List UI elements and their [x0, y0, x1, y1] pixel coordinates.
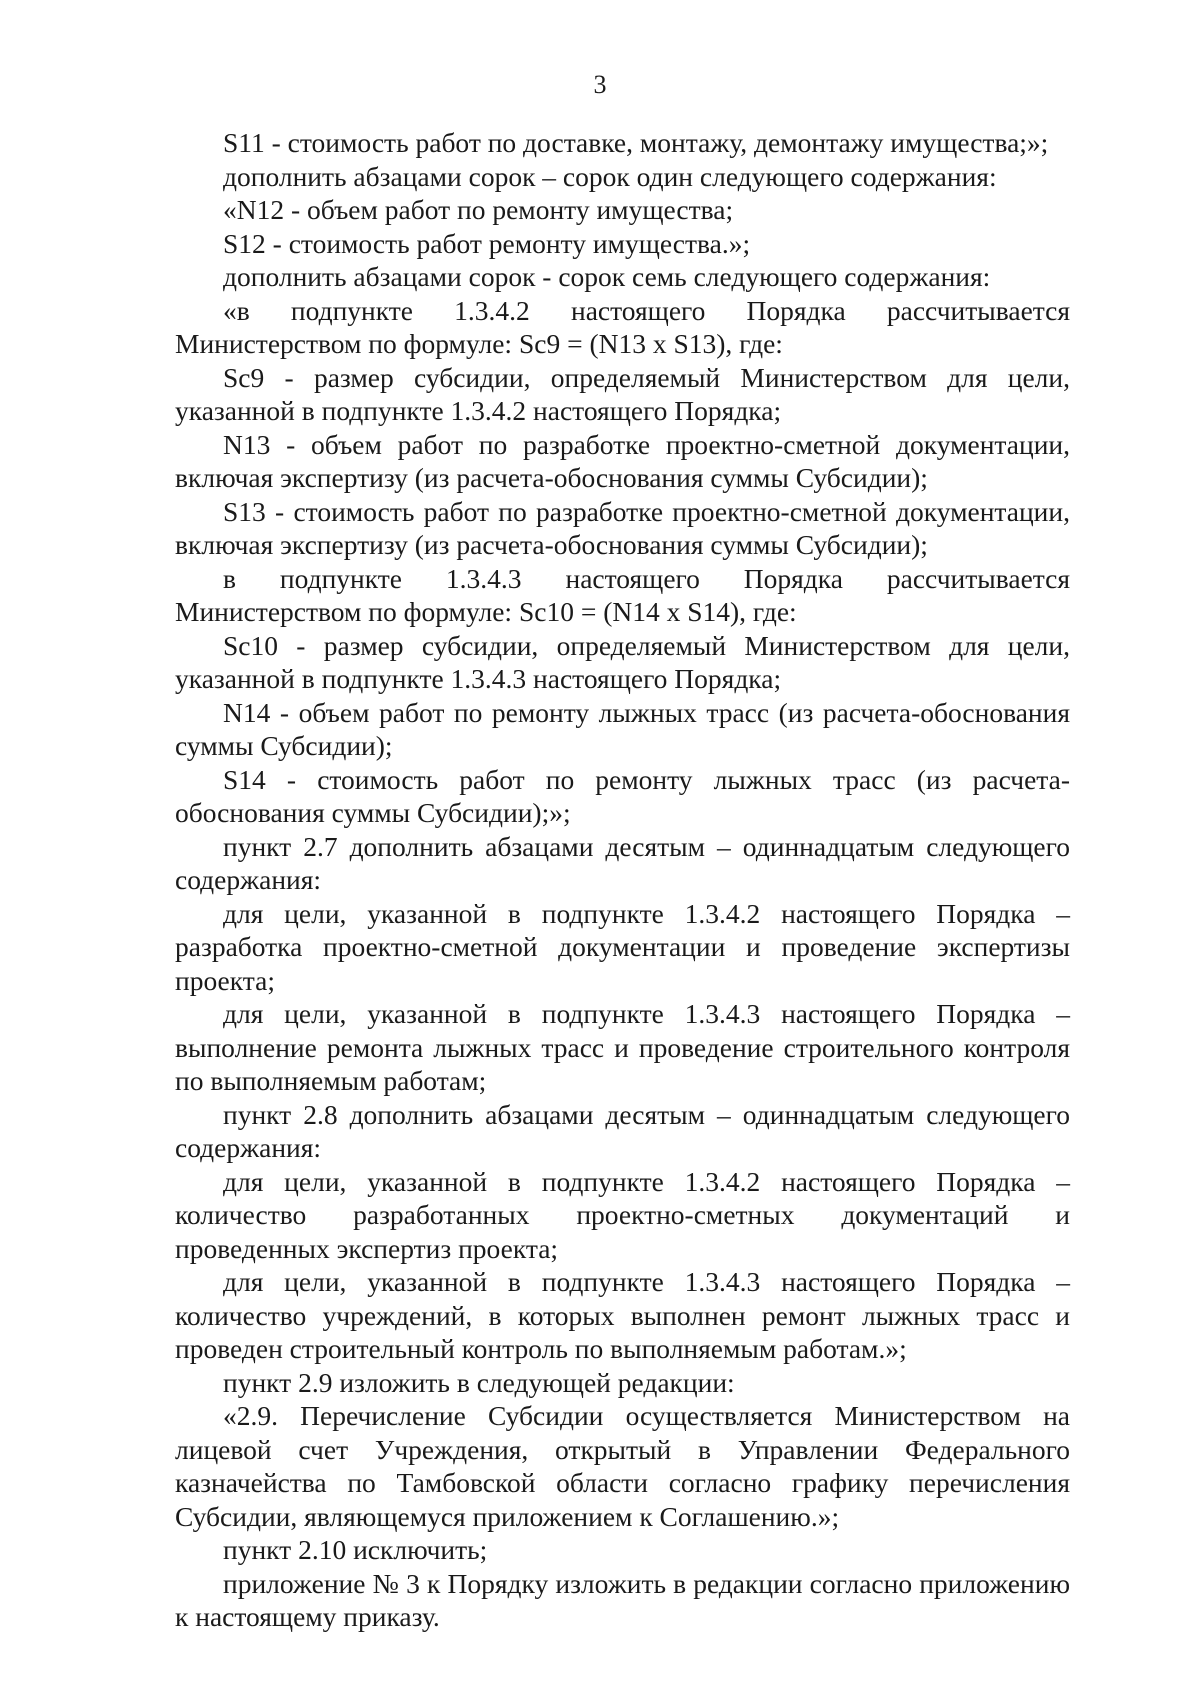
page-number: 3	[593, 70, 607, 99]
paragraph: N14 - объем работ по ремонту лыжных трасс (из расчета-обоснования суммы Субсидии);	[175, 696, 1070, 761]
paragraph: дополнить абзацами сорок - сорок семь следующего содержания:	[223, 261, 991, 292]
paragraph: N13 - объем работ по разработке проектно-сметной документации, включая экспертизу (из расчета-обоснования суммы Субсидии);	[175, 428, 1070, 493]
paragraph: S11 - стоимость работ по доставке, монтажу, демонтажу имущества;»;	[223, 127, 1049, 158]
paragraph: «2.9. Перечисление Субсидии осуществляется Министерством на лицевой счет Учреждения, открытый в Управлении Федерального казначейства по Тамбовской области согласно графику перечисления Субсидии, являющемуся приложением к Соглашению.»;	[175, 1400, 1070, 1532]
paragraph: S13 - стоимость работ по разработке проектно-сметной документации, включая экспертизу (из расчета-обоснования суммы Субсидии);	[175, 495, 1070, 560]
document-body	[175, 126, 1070, 1634]
paragraph: Sc10 - размер субсидии, определяемый Министерством для цели, указанной в подпункте 1.3.4.3 настоящего Порядка;	[175, 629, 1070, 694]
paragraph: пункт 2.9 изложить в следующей редакции:	[223, 1366, 735, 1398]
paragraph: S14 - стоимость работ по ремонту лыжных трасс (из расчета-обоснования суммы Субсидии);»;	[175, 763, 1070, 828]
paragraph: пункт 2.10 исключить;	[223, 1534, 488, 1565]
paragraph: в подпункте 1.3.4.3 настоящего Порядка рассчитывается Министерством по формуле: Sc10 = (N14 x S14), где:	[175, 562, 1070, 627]
paragraph: «N12 - объем работ по ремонту имущества;	[223, 194, 734, 225]
paragraph: приложение № 3 к Порядку изложить в редакции согласно приложению к настоящему приказу.	[175, 1567, 1070, 1632]
paragraph: дополнить абзацами сорок – сорок один следующего содержания:	[223, 160, 997, 192]
paragraph: для цели, указанной в подпункте 1.3.4.3 настоящего Порядка – количество учреждений, в которых выполнен ремонт лыжных трасс и проведен строительный контроль по выполняемым работам.»;	[175, 1266, 1070, 1364]
paragraph: для цели, указанной в подпункте 1.3.4.3 настоящего Порядка – выполнение ремонта лыжных трасс и проведение строительного контроля по выполняемым работам;	[175, 998, 1070, 1096]
paragraph: пункт 2.8 дополнить абзацами десятым – одиннадцатым следующего содержания:	[175, 1098, 1070, 1163]
paragraph: «в подпункте 1.3.4.2 настоящего Порядка рассчитывается Министерством по формуле: Sc9 = (N13 x S13), где:	[175, 294, 1070, 359]
paragraph: S12 - стоимость работ ремонту имущества.»;	[223, 227, 751, 259]
paragraph: Sc9 - размер субсидии, определяемый Министерством для цели, указанной в подпункте 1.3.4.2 настоящего Порядка;	[175, 361, 1070, 426]
paragraph: пункт 2.7 дополнить абзацами десятым – одиннадцатым следующего содержания:	[175, 830, 1070, 895]
paragraph: для цели, указанной в подпункте 1.3.4.2 настоящего Порядка – разработка проектно-сметной документации и проведение экспертизы проекта;	[175, 897, 1070, 996]
paragraph: для цели, указанной в подпункте 1.3.4.2 настоящего Порядка – количество разработанных проектно-сметных документаций и проведенных экспертиз проекта;	[175, 1165, 1070, 1264]
